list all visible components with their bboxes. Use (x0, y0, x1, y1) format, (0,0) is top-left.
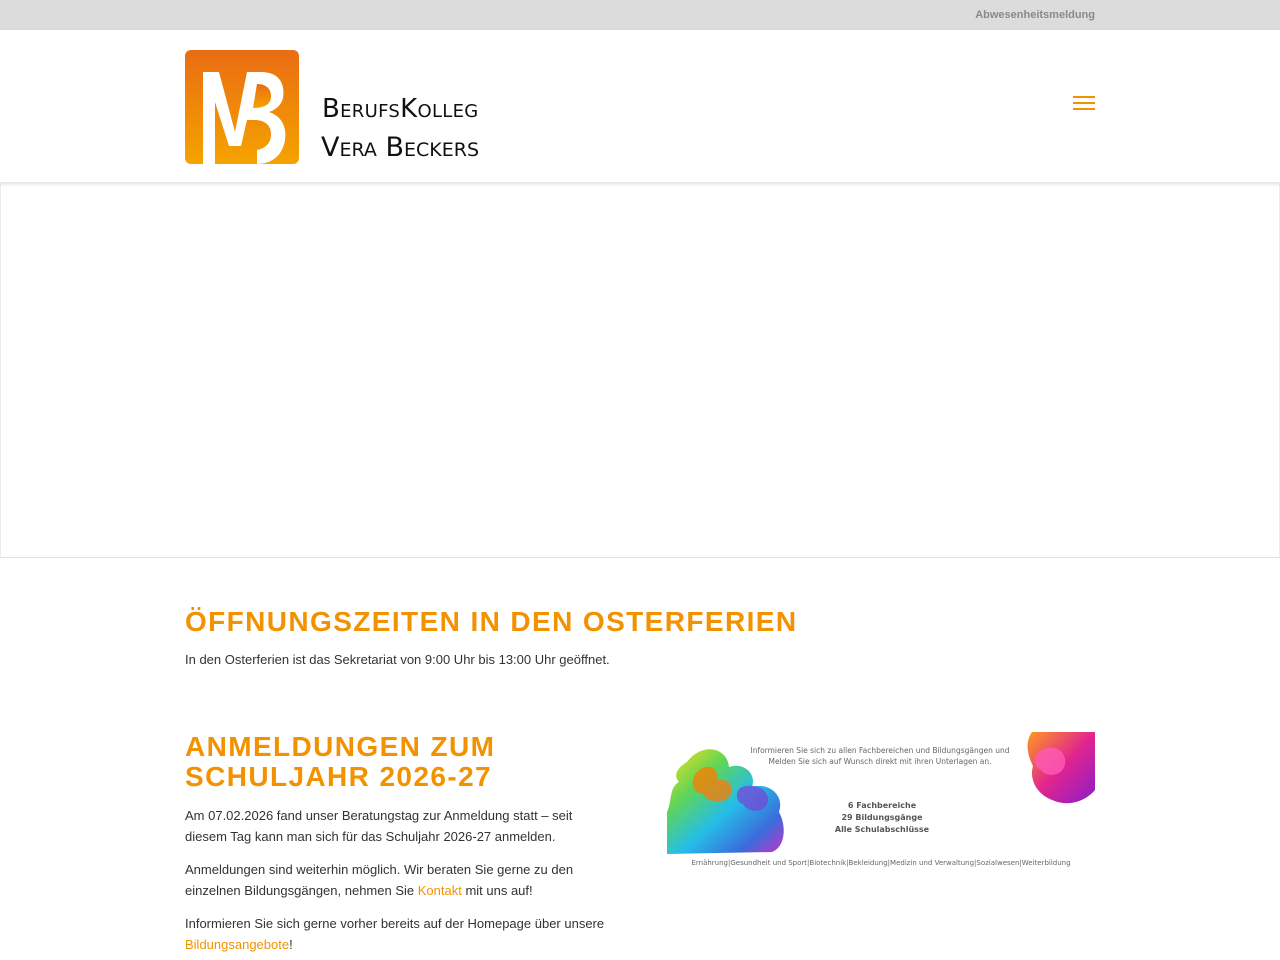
paragraph-3-text-after: ! (289, 937, 293, 952)
logo-text-line2: Vera Beckers (321, 132, 480, 163)
site-logo[interactable] (185, 50, 515, 165)
registration-title-line2: SCHULJAHR 2026-27 (185, 761, 493, 792)
registration-paragraph-3 (185, 913, 615, 955)
easter-hours-text: In den Osterferien ist das Sekretariat von 9:00 Uhr bis 13:00 Uhr geöffnet. (185, 652, 610, 667)
banner-stat-departments: 6 Fachbereiche (847, 801, 917, 810)
registration-paragraph-2 (185, 859, 615, 901)
logo-text-line1: BerufsKolleg (322, 94, 479, 124)
contact-link[interactable]: Kontakt (417, 883, 462, 898)
easter-hours-title: ÖFFNUNGSZEITEN IN DEN OSTERFERIEN (185, 606, 798, 637)
banner-departments-list: Ernährung|Gesundheit und Sport|Biotechnik|Bekleidung|Medizin und Verwaltung|Sozialwesen|Weiterbildung (691, 859, 1071, 867)
banner-stat-programs: 29 Bildungsgänge (841, 813, 923, 822)
info-banner-image[interactable] (667, 732, 1095, 872)
registration-title (185, 732, 625, 792)
absence-report-link[interactable]: Abwesenheitsmeldung (975, 9, 1095, 21)
programs-link[interactable]: Bildungsangebote (185, 937, 290, 952)
paragraph-2-text-before: Anmeldungen sind weiterhin möglich. Wir beraten Sie gerne zu den einzelnen Bildungsgängen, nehmen Sie (185, 862, 574, 898)
banner-stat-degrees: Alle Schulabschlüsse (834, 825, 930, 834)
logo-mark-icon (185, 50, 299, 164)
registration-title-line1: ANMELDUNGEN ZUM (185, 731, 496, 762)
top-bar (0, 0, 1280, 30)
paragraph-2-text-after: mit uns auf! (461, 883, 533, 898)
hamburger-menu-icon[interactable] (1073, 96, 1095, 114)
banner-intro-text: Informieren Sie sich zu allen Fachbereichen und Bildungsgängen und Melden Sie sich auf Wunsch direkt mit ihren Unterlagen an. (750, 746, 1010, 766)
hero-area (0, 182, 1280, 558)
registration-paragraph-1: Am 07.02.2026 fand unser Beratungstag zur Anmeldung statt – seit diesem Tag kann man sich für das Schuljahr 2026-27 anmelden. (185, 808, 573, 844)
paragraph-3-text-before: Informieren Sie sich gerne vorher bereits auf der Homepage über unsere (185, 916, 605, 931)
banner-stats (807, 800, 957, 836)
site-header (0, 30, 1280, 182)
